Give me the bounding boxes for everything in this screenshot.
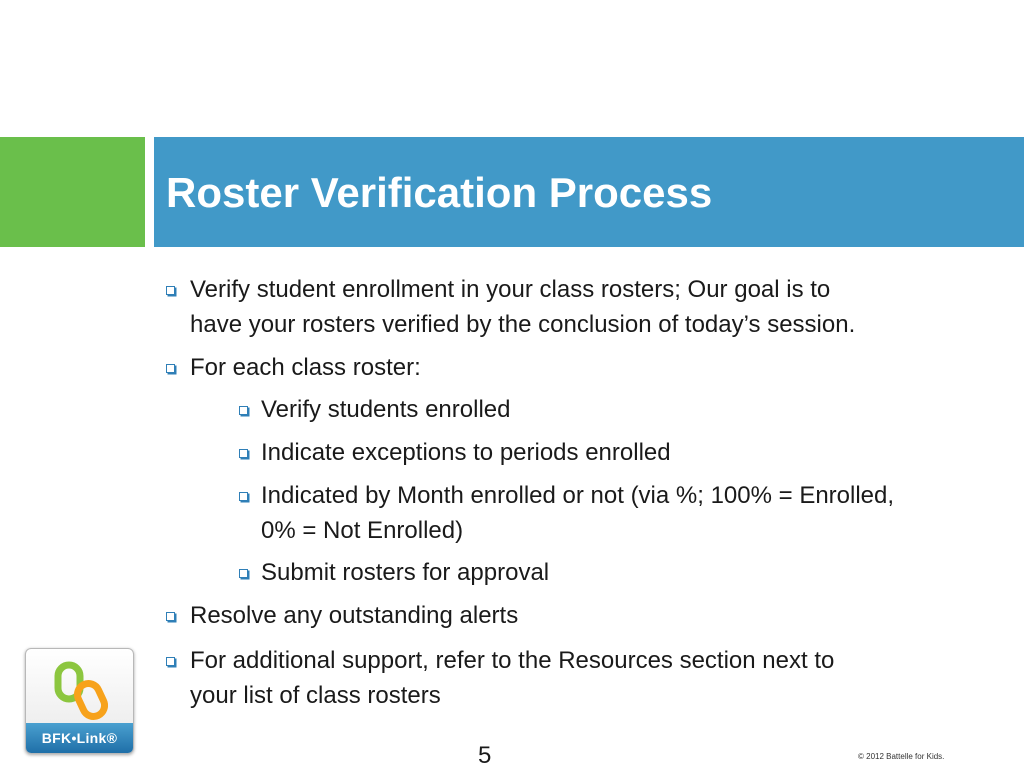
bullet-item-each-class-roster [190, 350, 990, 385]
bullet-text-line: For each class roster: [190, 354, 421, 381]
sub-bullet-submit-rosters [261, 555, 1021, 590]
bullet-text-line: Indicated by Month enrolled or not (via %; 100% = Enrolled, [261, 482, 895, 509]
checkbox-bullet-icon [239, 492, 248, 501]
checkbox-bullet-icon [239, 406, 248, 415]
page-number: 5 [478, 742, 492, 769]
sub-bullet-month-enrolled [261, 478, 1021, 548]
bullet-text-line: have your rosters verified by the conclusion of today’s session. [190, 311, 856, 338]
bullet-text-line: Verify student enrollment in your class rosters; Our goal is to [190, 276, 831, 303]
logo-text: BFK•Link® [41, 730, 118, 746]
bullet-text-line: Resolve any outstanding alerts [190, 602, 519, 629]
slide-title: Roster Verification Process [166, 169, 713, 216]
checkbox-bullet-icon [166, 286, 175, 295]
bullet-text-line: Submit rosters for approval [261, 559, 550, 586]
checkbox-bullet-icon [239, 449, 248, 458]
bullet-item-additional-support [190, 643, 990, 713]
bullet-text-line: your list of class rosters [190, 682, 441, 709]
checkbox-bullet-icon [166, 657, 175, 666]
checkbox-bullet-icon [166, 364, 175, 373]
bullet-text-line: 0% = Not Enrolled) [261, 517, 464, 544]
bullet-text-line: For additional support, refer to the Resources section next to [190, 647, 835, 674]
bullet-item-resolve-alerts [190, 598, 990, 633]
chain-link-icon [52, 661, 108, 721]
bfk-link-logo [25, 648, 134, 754]
bullet-item-verify-enrollment [190, 272, 990, 342]
copyright-notice: © 2012 Battelle for Kids. [858, 752, 945, 761]
sub-bullet-verify-students [261, 392, 1021, 427]
checkbox-bullet-icon [239, 569, 248, 578]
bullet-text-line: Verify students enrolled [261, 396, 511, 423]
sub-bullet-indicate-exceptions [261, 435, 1021, 470]
bullet-text-line: Indicate exceptions to periods enrolled [261, 439, 671, 466]
checkbox-bullet-icon [166, 612, 175, 621]
